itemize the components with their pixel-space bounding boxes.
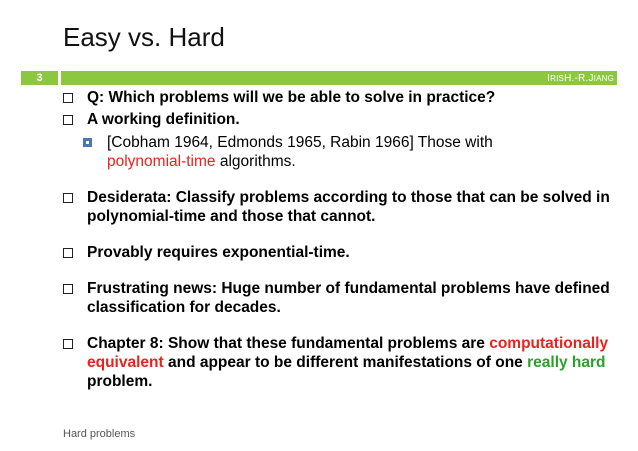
sub-bullet-cobham bbox=[62, 133, 622, 171]
square-bullet-icon bbox=[63, 193, 73, 203]
author-initial-i: I bbox=[547, 72, 551, 84]
slide-footer: Hard problems bbox=[63, 428, 136, 440]
bullet-exponential bbox=[62, 243, 622, 262]
author-part-ris: RIS bbox=[550, 73, 565, 83]
emphasis-computationally-equivalent: computationally equivalent bbox=[87, 335, 609, 371]
bullet-text-mid: and appear to be different manifestations of one bbox=[163, 354, 528, 371]
header-bar bbox=[21, 71, 617, 85]
emphasis-polynomial-time: polynomial-time bbox=[107, 153, 216, 170]
sub-bullet-text-end: algorithms. bbox=[215, 153, 296, 170]
square-bullet-icon bbox=[63, 115, 73, 125]
square-bullet-icon bbox=[63, 93, 73, 103]
square-bullet-icon bbox=[63, 339, 73, 349]
bullet-text: Desiderata: Classify problems according to those that can be solved in polynomial-time and those that cannot. bbox=[87, 189, 610, 225]
square-bullet-icon bbox=[63, 284, 73, 294]
emphasis-really-hard: really hard bbox=[527, 354, 606, 371]
slide-title: Easy vs. Hard bbox=[63, 22, 225, 52]
bullet-desiderata bbox=[62, 188, 622, 226]
bullet-frustrating-news bbox=[62, 279, 622, 317]
author-part-iang: IANG bbox=[593, 73, 614, 83]
author-initial-j: J bbox=[588, 72, 594, 84]
bullet-text: Q: Which problems will we be able to solve in practice? bbox=[87, 89, 496, 106]
bullet-text: A working definition. bbox=[87, 111, 240, 128]
bullet-chapter-8 bbox=[62, 334, 622, 391]
author-name bbox=[547, 71, 614, 85]
bullet-text-end: problem. bbox=[87, 373, 153, 390]
square-bullet-icon bbox=[63, 248, 73, 258]
bullet-question bbox=[62, 88, 622, 107]
bullet-text: Frustrating news: Huge number of fundamental problems have defined classification for decades. bbox=[87, 280, 610, 316]
bullet-text: Chapter 8: Show that these fundamental problems are bbox=[87, 335, 490, 352]
bullet-text: Provably requires exponential-time. bbox=[87, 244, 350, 261]
slide-body bbox=[62, 88, 622, 391]
page-number: 3 bbox=[21, 71, 61, 85]
sub-bullet-text: [Cobham 1964, Edmonds 1965, Rabin 1966] Those with bbox=[107, 134, 493, 151]
author-part-hr: H.-R. bbox=[564, 72, 589, 84]
filled-square-bullet-icon bbox=[83, 138, 92, 147]
bullet-working-definition bbox=[62, 110, 622, 129]
